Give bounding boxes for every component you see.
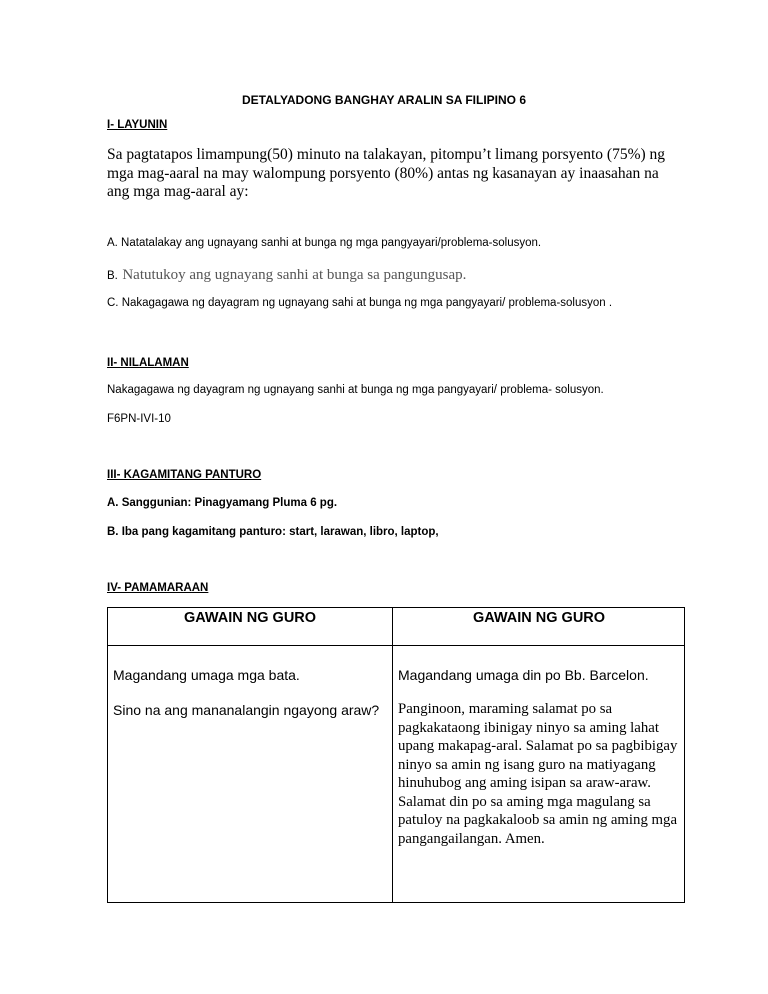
layunin-intro-paragraph: Sa pagtatapos limampung(50) minuto na talakayan, pitompu’t limang porsyento (75%) ng mga mag-aaral na may walompung porsyento (80%) antas ng kasanayan ay inaasahan na ang mga mag-aaral ay: bbox=[107, 146, 666, 200]
sanggunian-item: A. Sanggunian: Pinagyamang Pluma 6 pg. bbox=[107, 497, 338, 509]
teacher-greeting: Magandang umaga mga bata. bbox=[113, 667, 300, 683]
section-heading-kagamitang-panturo: III- KAGAMITANG PANTURO bbox=[107, 469, 262, 481]
student-greeting: Magandang umaga din po Bb. Barcelon. bbox=[398, 667, 649, 683]
table-header-right: GAWAIN NG GURO bbox=[472, 610, 606, 626]
table-header-left: GAWAIN NG GURO bbox=[183, 610, 317, 626]
objective-b bbox=[107, 266, 466, 284]
competency-code: F6PN-IVI-10 bbox=[107, 413, 171, 425]
section-heading-pamamaraan: IV- PAMAMARAAN bbox=[107, 582, 209, 594]
table-header-divider bbox=[108, 645, 684, 646]
objective-b-text: Natutukoy ang ugnayang sanhi at bunga sa pangungusap. bbox=[122, 267, 467, 283]
objective-c: C. Nakagagawa ng dayagram ng ugnayang sahi at bunga ng mga pangyayari/ problema-solusyon . bbox=[107, 297, 613, 309]
table-column-divider bbox=[392, 608, 393, 902]
iba-pang-kagamitan-item: B. Iba pang kagamitang panturo: start, larawan, libro, laptop, bbox=[107, 526, 439, 538]
objective-b-letter: B. bbox=[107, 270, 118, 282]
activity-table bbox=[107, 607, 685, 903]
student-prayer: Panginoon, maraming salamat po sa pagkakataong ibinigay ninyo sa aming lahat upang makapag-aral. Salamat po sa pagbibigay ninyo sa amin ng isang guro na matiyagang hinuhubog ang aming isipan sa araw-araw. Salamat din po sa aming mga magulang sa patuloy na pagkakaloob sa amin ng aming mga pangangailangan. Amen. bbox=[398, 701, 678, 847]
nilalaman-content: Nakagagawa ng dayagram ng ugnayang sanhi at bunga ng mga pangyayari/ problema- solusyon. bbox=[107, 384, 604, 396]
objective-a: A. Natatalakay ang ugnayang sanhi at bunga ng mga pangyayari/problema-solusyon. bbox=[107, 237, 542, 249]
section-heading-layunin: I- LAYUNIN bbox=[107, 119, 168, 131]
document-title: DETALYADONG BANGHAY ARALIN SA FILIPINO 6 bbox=[241, 93, 527, 107]
teacher-prayer-question: Sino na ang mananalangin ngayong araw? bbox=[113, 702, 380, 718]
section-heading-nilalaman: II- NILALAMAN bbox=[107, 357, 189, 369]
